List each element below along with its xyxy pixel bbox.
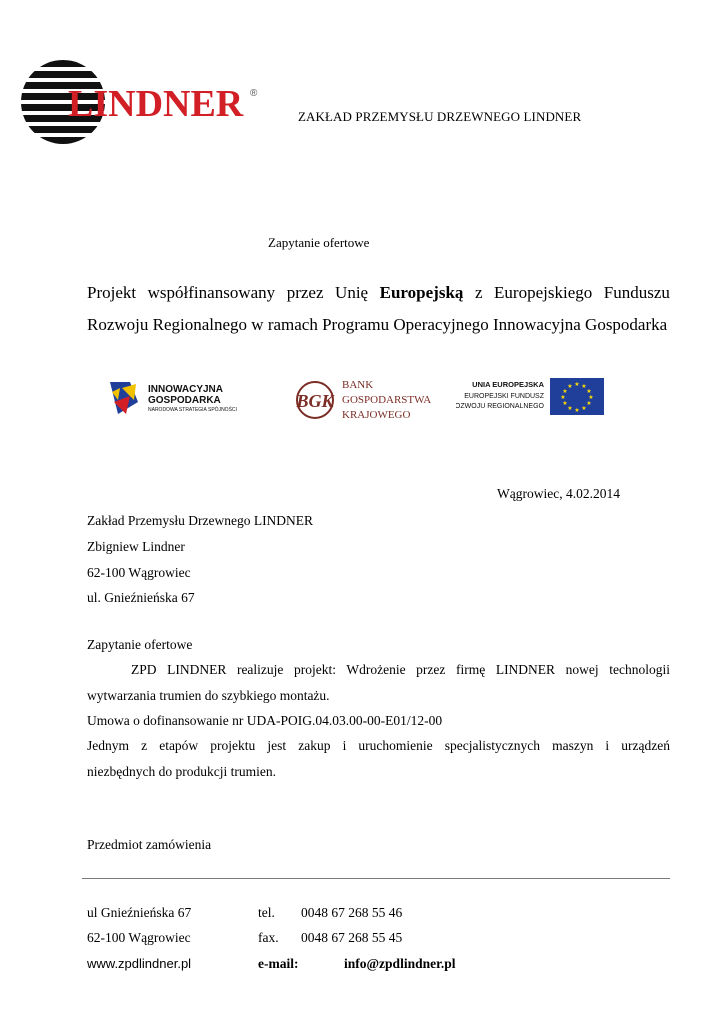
eu-logo — [456, 374, 608, 418]
footer-fax-label: fax. — [258, 930, 279, 945]
svg-text:★: ★ — [562, 400, 568, 407]
lindner-logo — [16, 56, 266, 146]
svg-text:★: ★ — [586, 400, 592, 407]
eu-line-3: ROZWOJU REGIONALNEGO — [456, 403, 544, 410]
svg-text:★: ★ — [562, 388, 568, 395]
registered-mark: ® — [250, 88, 258, 99]
body-paragraph-line: wytwarzania trumien do szybkiego montażu. — [87, 688, 330, 703]
order-subject-heading: Przedmiot zamówienia — [87, 837, 212, 852]
bgk-line-2: GOSPODARSTWA — [342, 394, 432, 406]
svg-text:★: ★ — [588, 394, 594, 401]
project-word: Europejskiego — [494, 283, 593, 302]
svg-text:★: ★ — [574, 381, 580, 388]
svg-text:★: ★ — [567, 405, 573, 412]
project-word: z — [474, 283, 483, 302]
footer-city: 62-100 Wągrowiec — [87, 930, 191, 945]
project-word: Funduszu — [603, 283, 670, 302]
body-heading: Zapytanie ofertowe — [87, 637, 193, 652]
bgk-logo — [290, 370, 440, 426]
document-title: Zapytanie ofertowe — [268, 235, 370, 250]
logo-wordmark: LINDNER — [68, 83, 244, 125]
address-line: ul. Gnieźnieńska 67 — [87, 590, 195, 605]
project-word: Unię — [335, 283, 369, 302]
body-paragraph-line: Umowa o dofinansowanie nr UDA-POIG.04.03.00-00-E01/12-00 — [87, 713, 443, 728]
footer-website-link[interactable]: www.zpdlindner.pl — [87, 956, 192, 971]
svg-text:★: ★ — [581, 383, 587, 390]
svg-text:★: ★ — [574, 407, 580, 414]
ig-line-1: INNOWACYJNA — [148, 384, 224, 395]
svg-text:★: ★ — [581, 405, 587, 412]
svg-text:★: ★ — [586, 388, 592, 395]
eu-line-1: UNIA EUROPEJSKA — [472, 380, 544, 389]
ig-line-2: GOSPODARKA — [148, 395, 221, 406]
eu-flag-icon — [550, 378, 604, 415]
bgk-line-3: KRAJOWEGO — [342, 409, 411, 421]
footer-fax: 0048 67 268 55 45 — [301, 930, 403, 945]
address-line: 62-100 Wągrowiec — [87, 565, 191, 580]
eu-line-2: EUROPEJSKI FUNDUSZ — [464, 393, 544, 400]
innowacyjna-gospodarka-logo — [108, 374, 260, 420]
footer-tel-label: tel. — [258, 905, 275, 920]
bgk-line-1: BANK — [342, 379, 374, 391]
footer-tel: 0048 67 268 55 46 — [301, 905, 403, 920]
footer-email-link[interactable]: info@zpdlindner.pl — [344, 956, 456, 971]
body-paragraph-line: ZPD LINDNER realizuje projekt: Wdrożenie przez firmę LINDNER nowej technologii — [131, 662, 670, 677]
date-line: Wągrowiec, 4.02.2014 — [497, 486, 620, 501]
project-word-emphasis: Europejską — [379, 283, 464, 302]
svg-text:★: ★ — [567, 383, 573, 390]
ig-line-3: NARODOWA STRATEGIA SPÓJNOŚCI — [148, 407, 237, 413]
body-paragraph-line: niezbędnych do produkcji trumien. — [87, 764, 276, 779]
project-line-1 — [87, 283, 670, 303]
bgk-monogram-text: BGK — [296, 391, 334, 411]
project-line-2: Rozwoju Regionalnego w ramach Programu Operacyjnego Innowacyjna Gospodarka — [87, 315, 668, 334]
footer-street: ul Gnieźnieńska 67 — [87, 905, 192, 920]
project-word: współfinansowany — [147, 283, 276, 302]
company-header: ZAKŁAD PRZEMYSŁU DRZEWNEGO LINDNER — [298, 109, 582, 124]
address-line: Zbigniew Lindner — [87, 539, 185, 554]
project-word: przez — [286, 283, 324, 302]
body-paragraph-line: Jednym z etapów projektu jest zakup i uruchomienie specjalistycznych maszyn i urządzeń — [87, 738, 670, 753]
footer-divider — [82, 878, 670, 879]
project-word: Projekt — [87, 283, 137, 302]
footer-email-label: e-mail: — [258, 956, 299, 971]
bgk-monogram-icon — [295, 382, 335, 418]
address-line: Zakład Przemysłu Drzewnego LINDNER — [87, 513, 314, 528]
ig-emblem-icon — [110, 382, 138, 414]
svg-text:★: ★ — [560, 394, 566, 401]
